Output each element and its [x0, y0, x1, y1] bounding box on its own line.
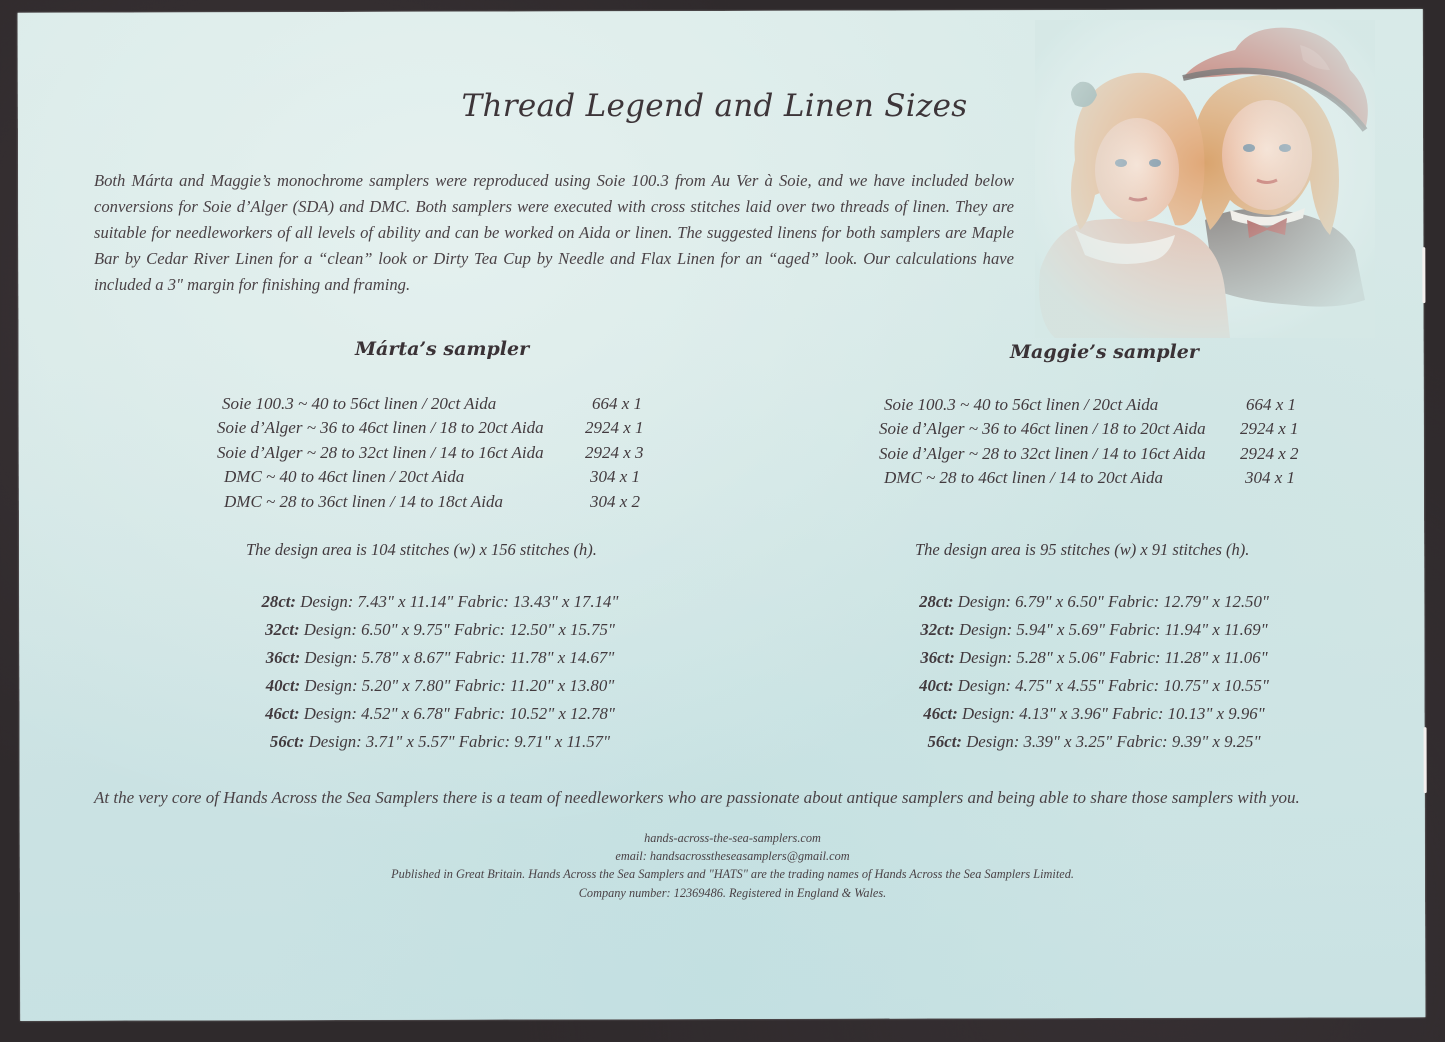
size-row [238, 648, 642, 676]
size-text: Design: 4.13" x 3.96" Fabric: 10.13" x 9.96" [961, 704, 1265, 723]
stitch-count: 36ct: [920, 648, 955, 667]
maggie-sampler-heading: Maggie’s sampler [1010, 341, 1199, 363]
thread-quantity: 664 x 1 [592, 394, 643, 413]
size-row [238, 676, 642, 704]
stitch-count: 32ct: [265, 620, 300, 639]
size-row [238, 732, 642, 760]
thread-description: Soie d’Alger ~ 36 to 46ct linen / 18 to 20ct Aida [879, 419, 1206, 439]
size-text: Design: 5.28" x 5.06" Fabric: 11.28" x 11.06" [959, 648, 1268, 667]
size-text: Design: 5.78" x 8.67" Fabric: 11.78" x 14.67" [304, 648, 615, 667]
thread-quantity: 664 x 1 [1246, 395, 1297, 414]
size-text: Design: 3.71" x 5.57" Fabric: 9.71" x 11.57" [308, 732, 611, 751]
marta-size-list [238, 592, 642, 760]
marta-design-area: The design area is 104 stitches (w) x 156 stitches (h). [246, 540, 597, 559]
stitch-count: 46ct: [265, 704, 300, 723]
maggie-size-list [898, 592, 1290, 760]
thread-description: Soie 100.3 ~ 40 to 56ct linen / 20ct Aida [884, 395, 1159, 414]
thread-description: Soie d’Alger ~ 36 to 46ct linen / 18 to 20ct Aida [217, 418, 544, 438]
thread-description: DMC ~ 28 to 46ct linen / 14 to 20ct Aida [884, 468, 1163, 488]
thread-row [0, 395, 1445, 419]
company-tagline: At the very core of Hands Across the Sea Samplers there is a team of needleworkers who are passionate about antique samplers and being able to share those samplers with you. [94, 788, 1300, 807]
maggie-thread-list [0, 395, 1445, 493]
girls-illustration [1035, 20, 1375, 338]
size-row [238, 620, 642, 648]
thread-quantity: 2924 x 3 [585, 442, 644, 462]
size-row [898, 732, 1290, 760]
stitch-count: 46ct: [923, 704, 958, 723]
size-text: Design: 6.50" x 9.75" Fabric: 12.50" x 15.75" [303, 620, 615, 639]
thread-description: DMC ~ 28 to 36ct linen / 14 to 18ct Aida [224, 491, 503, 511]
email-link[interactable]: email: handsacrosstheseasamplers@gmail.com [615, 849, 850, 864]
stitch-count: 56ct: [269, 732, 305, 751]
thread-row [0, 419, 1445, 443]
thread-row [0, 468, 1445, 492]
thread-description: DMC ~ 40 to 46ct linen / 20ct Aida [224, 467, 465, 487]
maggie-design-area: The design area is 95 stitches (w) x 91 stitches (h). [915, 540, 1250, 559]
thread-quantity: 304 x 2 [590, 491, 641, 511]
size-text: Design: 3.39" x 3.25" Fabric: 9.39" x 9.25" [966, 732, 1261, 751]
stitch-count: 56ct: [927, 732, 962, 751]
size-row [898, 648, 1290, 676]
stitch-count: 40ct: [265, 676, 301, 695]
size-row [898, 620, 1290, 648]
size-text: Design: 5.94" x 5.69" Fabric: 11.94" x 11.69" [959, 620, 1268, 639]
size-row [238, 704, 642, 732]
thread-quantity: 2924 x 2 [1240, 443, 1299, 463]
intro-paragraph: Both Márta and Maggie’s monochrome samplers were reproduced using Soie 100.3 from Au Ver à Soie, and we have included below conversions for Soie d’Alger (SDA) and DMC. Both samplers were executed with cross stitches laid over two threads of linen. They are suitable for needleworkers of all levels of ability and can be worked on Aida or linen. The suggested linens for both samplers are Maple Bar by Cedar River Linen for a “clean” look or Dirty Tea Cup by Needle and Flax Linen for an “aged” look. Our calculations have included a 3" margin for finishing and framing. [94, 171, 1014, 294]
website-link[interactable]: hands-across-the-sea-samplers.com [644, 831, 821, 845]
thread-row [0, 444, 1445, 468]
size-text: Design: 4.52" x 6.78" Fabric: 10.52" x 12.78" [303, 704, 615, 723]
size-text: Design: 7.43" x 11.14" Fabric: 13.43" x 17.14" [300, 592, 619, 611]
size-text: Design: 5.20" x 7.80" Fabric: 11.20" x 13.80" [304, 676, 615, 695]
thread-quantity: 304 x 1 [1245, 468, 1296, 488]
thread-description: Soie d’Alger ~ 28 to 32ct linen / 14 to 16ct Aida [217, 442, 544, 462]
page-edge-highlight [1422, 247, 1425, 303]
stitch-count: 36ct: [265, 648, 301, 667]
size-text: Design: 6.79" x 6.50" Fabric: 12.79" x 12.50" [957, 592, 1269, 611]
thread-description: Soie d’Alger ~ 28 to 32ct linen / 14 to 16ct Aida [879, 443, 1206, 463]
size-row [238, 592, 642, 620]
thread-quantity: 304 x 1 [590, 467, 641, 487]
thread-row [0, 492, 700, 516]
size-row [898, 704, 1290, 732]
thread-quantity: 2924 x 1 [585, 418, 644, 438]
size-row [898, 676, 1290, 704]
thread-quantity: 2924 x 1 [1240, 419, 1299, 439]
stitch-count: 28ct: [261, 592, 297, 611]
size-text: Design: 4.75" x 4.55" Fabric: 10.75" x 10.55" [957, 676, 1269, 695]
thread-description: Soie 100.3 ~ 40 to 56ct linen / 20ct Aida [222, 394, 497, 413]
size-row [898, 592, 1290, 620]
page-edge-highlight [1424, 727, 1427, 793]
stitch-count: 28ct: [919, 592, 954, 611]
stitch-count: 32ct: [920, 620, 955, 639]
footer [0, 829, 1445, 902]
page-title-text: Thread Legend and Linen Sizes [461, 88, 968, 124]
company-registration: Company number: 12369486. Registered in England & Wales. [578, 885, 887, 900]
publisher-note: Published in Great Britain. Hands Across the Sea Samplers and "HATS" are the trading names of Hands Across the Sea Samplers Limited. [391, 867, 1074, 882]
marta-sampler-heading: Márta’s sampler [355, 338, 530, 360]
stitch-count: 40ct: [919, 676, 954, 695]
